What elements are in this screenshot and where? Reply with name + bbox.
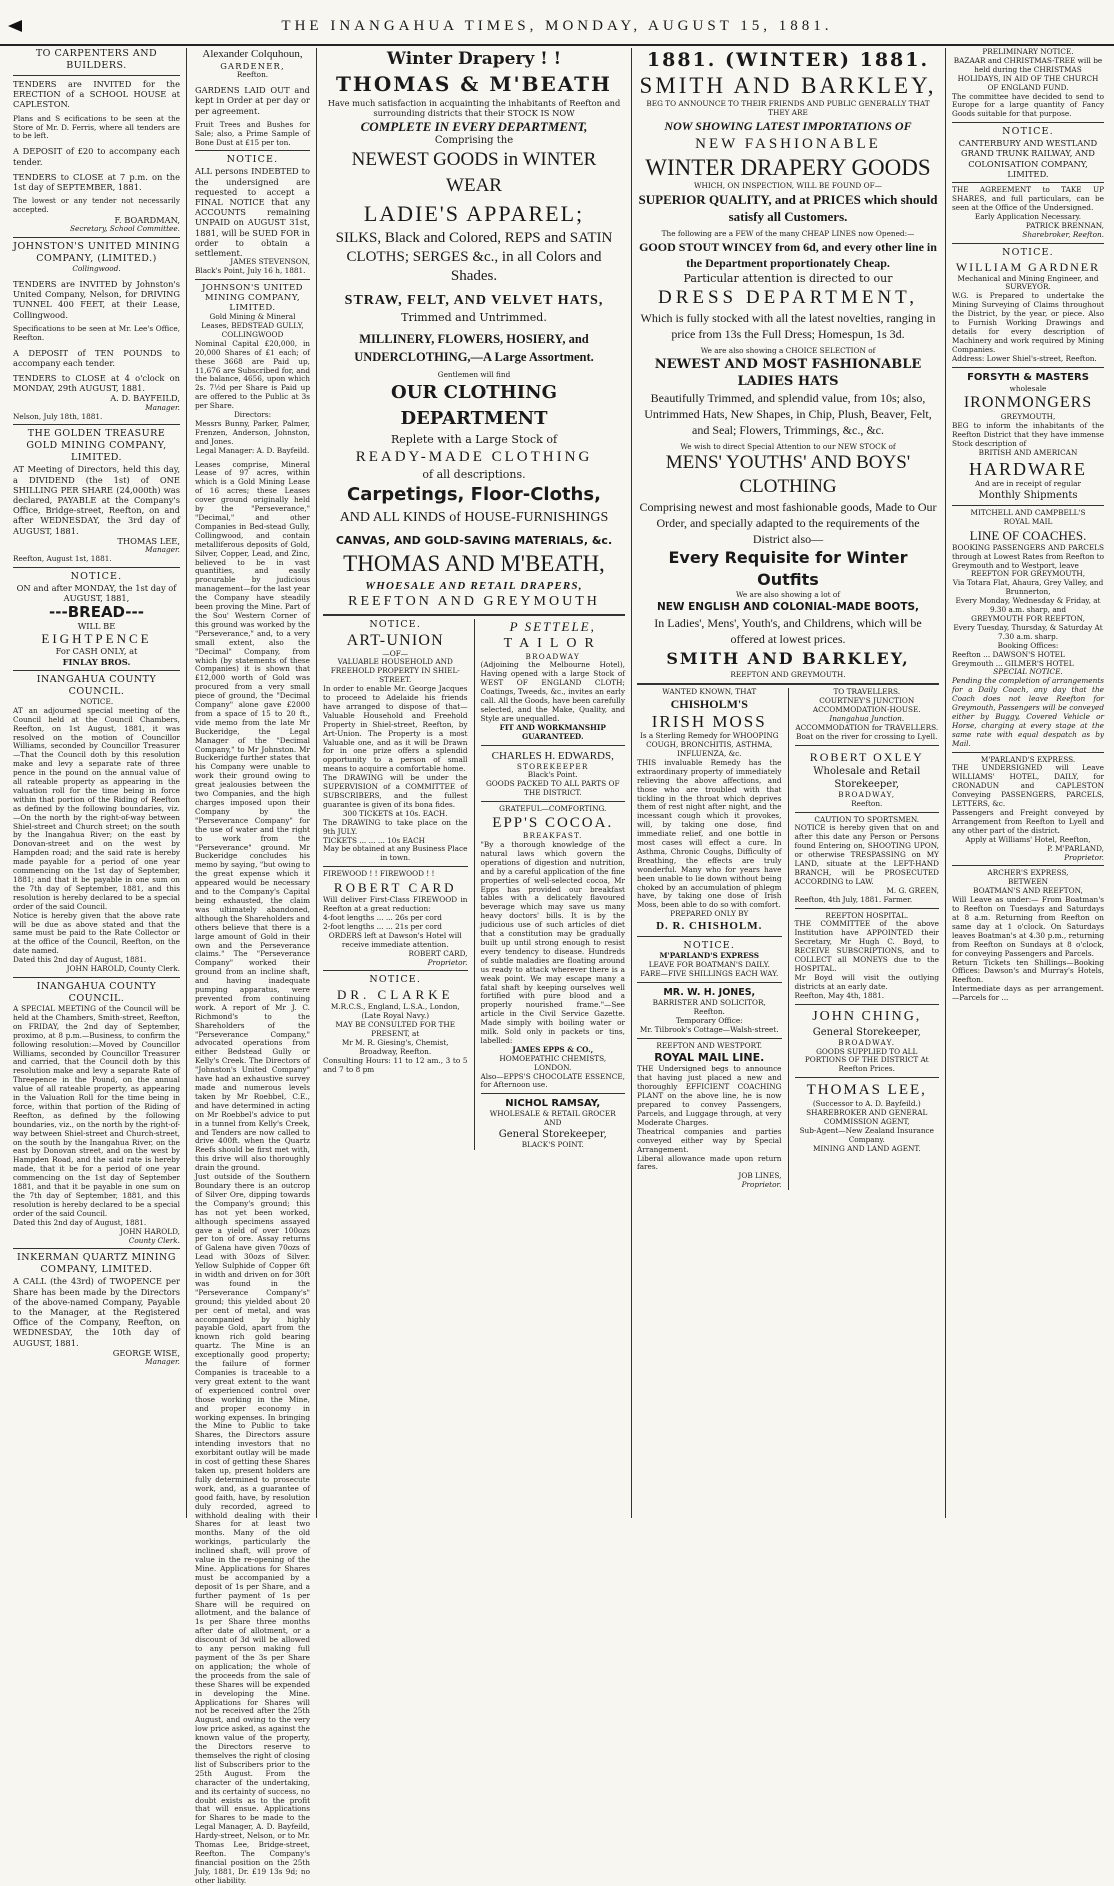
ad-body: BETWEEN: [1007, 877, 1049, 887]
ad-body: GREYMOUTH FOR REEFTON,: [971, 613, 1085, 623]
ad-heading: COMPLETE IN EVERY DEPARTMENT,: [360, 119, 588, 135]
ad-heading: LADIE'S APPAREL;: [363, 200, 585, 226]
ad-body: Greymouth ... GILMER'S HOTEL: [952, 658, 1074, 668]
ad-body: GREYMOUTH,: [1000, 412, 1056, 422]
ad-body: Return Tickets ten Shillings—Booking Offices: Dawson's and Murray's Hotels, Reefton.: [952, 957, 1104, 985]
ad-body: Trimmed and Untrimmed.: [401, 310, 547, 324]
column-3-right: [481, 619, 626, 1151]
ad-body: Notice is hereby given that the above rate will be due as above stated and that the same must be paid to the Rate Collector or at the office of the Council, Reefton, on the date named.: [13, 910, 180, 956]
ad-heading: D. R. CHISHOLM.: [656, 920, 763, 933]
signature-role: County Clerk.: [128, 1235, 180, 1245]
ad-heading: NEWEST GOODS in WINTER WEAR: [351, 148, 597, 196]
ad-body: SILKS, Black and Colored, REPS and SATIN CLOTHS; SERGES &c., in all Colors and Shades.: [335, 229, 613, 284]
column-2: [190, 48, 315, 1885]
ad-body: Will deliver First-Class FIREWOOD in Reefton at a great reduction:: [323, 895, 468, 914]
ad-heading: INANGAHUA COUNTY COUNCIL.: [36, 673, 157, 697]
ad-body: "By a thorough knowledge of the natural laws which govern the operations of digestion and nutrition, and by a careful application of the fine properties of well-selected cocoa, Mr Epps has provided our breakfast tables with a delicately flavoured beverage which may save us many heavy doctors' bills. It is by the judicious use of such articles of diet that a constitution may be gradually built up until strong enough to resist every tendency to disease. Hundreds of subtle maladies are floating around us ready to attack wherever there is a weak point. We may escape many a fatal shaft by keeping ourselves well fortified with pure blood and a properly nourished frame."—See article in the Civil Service Gazette. Made simply with boiling water or milk. Sold only in packets or tins, labelled:: [480, 840, 625, 1045]
ad-heading: NOTICE.: [1002, 126, 1054, 138]
signature: THOMAS LEE,: [117, 535, 180, 546]
ad-body: HOMOEPATHIC CHEMISTS, LONDON.: [499, 1053, 607, 1072]
ad-body: Intermediate days as per arrangement.—Parcels for ...: [952, 984, 1104, 1003]
signature: A. D. BAYFEILD,: [110, 393, 180, 404]
ad-date: Dated this 2nd day of August, 1881.: [13, 1217, 147, 1227]
ad-subheading: BROADWAY: [525, 651, 580, 661]
ad-body: Leases comprise, Mineral Lease of 97 acres, within which is a Gold Mining Lease of 16 acres; these Leases cover ground originally held by the "Perseverance," "Decimal," and other Companies in Bed-stead Gully, Collingwood, and contain metalliferous deposits of Gold, Silver, Copper, Lead, and Zinc, believed to be in vast quantities, and easily procurable by judicious management—for the last year the Company have steadily been proving the Mine. Part of the Sou' Western Corner of this ground was worked by the "Perseverance," and, to a very small extent, also the "Decimal" Company, from which (by statements of these Companies) it is shown that £12,000 worth of Gold was procured from a very small piece of ground, the "Decimal Company" alone gave £2000 from a space of 15 to 20 ft., vide memo from the late Mr Buckeridge, the Legal Manager of the "Decimal Company," to Mr Johnston. Mr Buckeridge further states that his Company were unable to work their ground owing to great jealousies between the two Companies, and the high charges imposed upon their Company by the "Perseverance Company" for the use of water and the right to work from the "Perseverance" ground. Mr Buckeridge concludes his memo by saying, "but owing to the great expense which it appeared would be necessary and to the Company's Capital being exhausted, the claim was ultimately abandoned, although the Shareholders and others believe that there is a large amount of Gold in their own and the Perseverance claims." The "Perseverance Company" worked their ground from an incline shaft, and having inadequate pumping apparatus, were prevented from continuing work. A report of Mr J. C. Richmond's to the Shareholders of the "Perseverance Company," advocated operations from either Bedstead Gully or Kelly's Creek. The Directors of "Johnston's United Company" have had an exhaustive survey made and numerous levels taken by Mr Roebbel, C.E., and have determined in acting on Mr Roebbel's advice to put in a tunnel from Kelly's Creek, and Tenders are now called to drive 400ft. when the Quartz Reefs should be first met with, this drive will also thoroughly drain the ground.: [195, 459, 310, 1173]
ad-body: BARRISTER AND SOLICITOR, Reefton.: [652, 997, 766, 1016]
ad-heading: Carpetings, Floor-Cloths,: [347, 483, 601, 505]
ad-body: LEAVE FOR BOATMAN'S DAILY.: [648, 960, 770, 970]
ad-body: Black's Point.: [527, 770, 578, 780]
ad-body: Reefton.: [851, 798, 883, 808]
column-rule: [186, 48, 187, 1518]
ad-heading: Alexander Colquhoun,: [202, 48, 303, 60]
ad-body: Consulting Hours: 11 to 12 am., 3 to 5 and 7 to 8 pm: [323, 1055, 468, 1074]
signature: JAMES STEVENSON,: [230, 257, 310, 267]
ad-body: THE Undersigned begs to announce that having just placed a new and thoroughly EFFICIENT COACHING PLANT on the above line, he is now prepared to convey Passengers, Parcels, and Luggage through, at very Moderate Charges.: [637, 1064, 782, 1127]
signature-role: Proprietor.: [427, 957, 468, 967]
ad-body: Via Totara Flat, Ahaura, Grey Valley, and Brunnerton,: [952, 578, 1104, 597]
ad-body: W.G. is Prepared to undertake the Mining Surveying of Claims throughout the District, by the year, or piece. Also to Furnish Working Drawings and details for every description of Machinery and work required by Mining Companies.: [952, 291, 1104, 354]
signature-role: Manager.: [145, 1357, 180, 1367]
ad-subheading: REEFTON HOSPITAL.: [825, 910, 909, 920]
ad-heading: READY-MADE CLOTHING: [355, 448, 593, 465]
ad-subheading: NOTICE.: [79, 696, 114, 706]
ad-heading: M'PARLAND'S EXPRESS: [659, 951, 760, 961]
ad-subheading: BREAKFAST.: [522, 831, 583, 841]
ad-subheading: TO TRAVELLERS.: [833, 687, 901, 697]
signature-role: Manager.: [145, 545, 180, 555]
ad-body: Beautifully Trimmed, and splendid value, from 10s; also, Untrimmed Hats, New Shapes, in Chip, Plush, Beaver, Felt, and Seal; Flowers, Trimmings, &c., &c.: [644, 390, 932, 437]
ad-heading: DRESS DEPARTMENT,: [657, 286, 919, 308]
ad-body: ORDERS left at Dawson's Hotel will receive immediate attention.: [328, 930, 462, 949]
ad-body: WILL BE: [77, 621, 116, 632]
ad-heading: JOHN CHING,: [812, 1008, 922, 1024]
ad-body: Which is fully stocked with all the latest novelties, ranging in price from 13s the Full Dress; Homespun, 1s 3d.: [640, 310, 936, 341]
ad-body: Is a Sterling Remedy for WHOOPING COUGH, BRONCHITIS, ASTHMA, INFLUENZA, &c.: [639, 731, 779, 758]
ad-date: Black's Point, July 16 h, 1881.: [195, 266, 306, 276]
signature-role: Proprietor.: [741, 1180, 782, 1190]
ad-body: REEFTON FOR GREYMOUTH,: [970, 569, 1086, 579]
ad-subheading: WHOESALE AND RETAIL DRAPERS,: [365, 579, 583, 592]
ad-body: Particular attention is directed to our: [683, 271, 893, 285]
ad-body: A SPECIAL MEETING of the Council will be held at the Chambers, Smith-street, Reefton, on FRIDAY, the 2nd day of September, proximo, at 8 p.m.—Business, to confirm the following resolution:—Moved by Councillor Williams, seconded by Councillor Treasurer and carried, that the Council doth by this resolution make and levy a separate Rate of Threepence in the Pound, on the annual value of all rateable property, as appearing in the Valuation Roll for the time being in force, within that portion of the Riding of Reefton, as defined by the following boundaries, viz., on the north by the right-of-way between Shiel-street and Church-street, on the south by the Inangahua River, on the east by Donovan street, and on the west by Hampden Road, and the said rate is hereby made, that it be for a period of one year commencing on the 1st day of September 1881, and that it be payable in one sum on the 7th day of September, 1881, and this resolution is hereby declared to be a special order of the said Council.: [13, 1003, 180, 1218]
signature: M. G. GREEN,: [886, 885, 939, 895]
ad-heading: THE GOLDEN TREASURE GOLD MINING COMPANY, LIMITED.: [26, 428, 167, 464]
ad-subheading: Gold Mining & Mineral Leases, BEDSTEAD GULLY, COLLINGWOOD: [201, 312, 304, 339]
ad-body: Pending the completion of arrangements for a Daily Coach, any day that the Coach does not leave Reefton for Greymouth, Passengers will be conveyed either by Buggy, Covered Vehicle or Horse, charging at every stage at the same rate with equal despatch as by Mail.: [952, 676, 1104, 748]
ad-subheading: SPECIAL NOTICE.: [993, 667, 1063, 677]
ad-body: TENDERS to CLOSE at 4 o'clock on MONDAY, 29th AUGUST, 1881.: [13, 373, 180, 394]
ad-body: Wholesale and Retail Storekeeper,: [813, 765, 921, 790]
ad-body: The DRAWING to take place on the 9th JULY.: [323, 817, 468, 836]
ad-heading: LINE OF COACHES.: [969, 527, 1087, 543]
ad-body: Booking Offices:: [997, 640, 1059, 650]
ad-heading: STRAW, FELT, AND VELVET HATS,: [344, 292, 604, 308]
signature: JOHN HAROLD,: [120, 1226, 180, 1236]
ad-heading: JOHNSTON'S UNITED MINING COMPANY, (LIMITED.): [13, 241, 180, 265]
ad-date: Reefton, May 4th, 1881.: [794, 990, 885, 1000]
ad-heading: Winter Drapery ! !: [386, 49, 562, 69]
ad-body: —OF—: [382, 648, 409, 658]
ad-heading: WINTER DRAPERY GOODS: [645, 154, 931, 180]
ad-body: (Successor to A. D. Bayfeild.): [812, 1099, 921, 1109]
ad-body: A CALL (the 43rd) of TWOPENCE per Share has been made by the Directors of the above-named Company, Payable to the Manager, at the Registered Office of the Company, Reefton, on WEDNESDAY, the 10th day of AUGUST, 1881.: [13, 1276, 180, 1348]
ad-body: Temporary Office:: [675, 1015, 743, 1025]
ad-heading: HARDWARE: [969, 459, 1087, 479]
ad-body: Specifications to be seen at Mr. Lee's Office, Reefton.: [13, 323, 180, 342]
ad-body: Sub-Agent—New Zealand Insurance Company.: [799, 1125, 934, 1144]
signature: P. M'PARLAND,: [1047, 843, 1104, 853]
ad-body: SHAREBROKER AND GENERAL COMMISSION AGENT,: [806, 1108, 928, 1127]
ad-body: Legal Manager: A. D. Bayfeild.: [195, 445, 310, 455]
ad-body: A DEPOSIT of TEN POUNDS to accompany each tender.: [13, 347, 180, 368]
ad-date: Reefton, 4th July, 1881. Farmer.: [794, 894, 913, 904]
ad-body: And are in receipt of regular: [974, 479, 1082, 488]
ad-body: Comprising newest and most fashionable goods, Made to Our Order, and specially adapted to the requirements of the District also—: [639, 500, 937, 547]
ad-body: BEG TO ANNOUNCE TO THEIR FRIENDS AND PUBLIC GENERALLY THAT THEY ARE: [646, 99, 930, 117]
signature: F. BOARDMAN,: [114, 214, 180, 225]
column-4-right: [795, 688, 940, 1190]
ad-body: Every Tuesday, Thursday, & Saturday At 7.30 a.m. sharp.: [953, 622, 1103, 641]
ad-heading: NOTICE.: [683, 940, 736, 952]
ad-body: Boat on the river for crossing to Lyell.: [796, 731, 938, 741]
ad-body: GOODS SUPPLIED TO ALL PORTIONS OF THE DISTRICT At Reefton Prices.: [804, 1046, 929, 1074]
firm-heading: SMITH AND BARKLEY,: [639, 73, 937, 98]
ad-date: Nelson, July 18th, 1881.: [13, 411, 103, 421]
ad-place: Reefton.: [236, 70, 269, 80]
bread-heading: ---BREAD---: [49, 603, 144, 622]
ad-body: The following are a FEW of the many CHEAP LINES now Opened:—: [661, 228, 915, 238]
firm-heading: THOMAS & M'BEATH: [336, 72, 612, 96]
ad-body: AT Meeting of Directors, held this day, a DIVIDEND (the 1st) of ONE SHILLING PER SHARE (24,000th) was declared, PAYABLE at the Company's Office, Bridge-street, Reefton, on and after WEDNESDAY, the 3rd day of AUGUST, 1881.: [13, 464, 180, 536]
ad-body: TICKETS ... ... ... 10s EACH: [323, 835, 426, 845]
ad-heading: NEWEST AND MOST FASHIONABLE LADIES HATS: [654, 356, 922, 389]
ad-subheading: CAUTION TO SPORTSMEN.: [814, 814, 920, 824]
ad-body: TENDERS are INVITED by Johnston's United Company, Nelson, for DRIVING TUNNEL 400 FEET, at their Lease, Collingwood.: [13, 278, 180, 320]
ad-body: PREPARED ONLY BY: [670, 909, 749, 919]
signature-role: Proprietor.: [1064, 852, 1104, 862]
ad-subheading: MITCHELL AND CAMPBELL'S: [970, 507, 1086, 517]
ad-heading: Every Requisite for Winter Outfits: [668, 548, 908, 590]
column-4: [632, 48, 944, 1518]
ad-body: Passengers and Freight conveyed by Arrangement from Reefton to Lyell and any other part of the district.: [952, 808, 1104, 835]
ad-heading: IRISH MOSS: [651, 712, 767, 732]
ad-body: General Storekeeper,: [812, 1026, 921, 1038]
ad-heading: NOW SHOWING LATEST IMPORTATIONS OF: [664, 118, 912, 133]
ad-heading: FORSYTH & MASTERS: [967, 371, 1089, 383]
ad-heading: NOTICE.: [369, 618, 422, 630]
ad-body: Reefton ... DAWSON'S HOTEL: [952, 649, 1065, 659]
masthead: [0, 0, 1114, 46]
ad-subheading: Directors:: [233, 410, 272, 420]
ad-body: Mr. Tilbrook's Cottage—Walsh-street.: [639, 1024, 779, 1034]
column-3: [318, 48, 630, 1518]
ad-heading: P SETTELE,: [509, 618, 596, 634]
ad-heading: TAILOR: [503, 635, 602, 651]
column-4-left: [637, 688, 782, 1190]
column-5: [947, 48, 1109, 1518]
ad-body: Apply at Williams' Hotel, Reefton,: [965, 834, 1091, 844]
ad-heading: NEW ENGLISH AND COLONIAL-MADE BOOTS,: [656, 601, 920, 614]
ad-body: BOATMAN'S AND REEFTON,: [973, 886, 1083, 896]
ad-body: Every Monday, Wednesday & Friday, at 9.30 a.m. sharp, and: [955, 596, 1101, 615]
ad-heading: THOMAS LEE,: [806, 1082, 927, 1099]
ad-body: Also—EPPS'S CHOCOLATE ESSENCE, for Afternoon use.: [480, 1071, 625, 1090]
ad-body: Nominal Capital £20,000, in 20,000 Shares of £1 each; of these 3668 are Paid up, 11,676 are Subscribed for, and the balance, 4656, upon which 2s. 7½d per Share is Paid up are offered to the Public at 3s per Share.: [195, 338, 310, 411]
firm-heading: THOMAS AND M'BEATH,: [343, 550, 605, 576]
ad-body: We are also showing a lot of: [735, 590, 840, 600]
ad-body: AND: [543, 1118, 562, 1128]
ad-heading: ART-UNION: [346, 631, 444, 649]
ad-body: BEG to inform the inhabitants of the Reefton District that they have immense Stock description of: [952, 421, 1104, 449]
ad-body: Theatrical companies and parties conveyed either way by Special Arrangement.: [637, 1126, 782, 1154]
ad-heading: CHISHOLM'S: [670, 697, 748, 712]
firm-heading: SMITH AND BARKLEY,: [666, 649, 910, 669]
ad-body: VALUABLE HOUSEHOLD AND FREEHOLD PROPERTY IN SHIEL-STREET.: [330, 657, 460, 685]
ad-body: General Storekeeper,: [498, 1129, 607, 1141]
ad-body: SUPERIOR QUALITY, and at PRICES which should satisfy all Customers.: [638, 191, 938, 224]
ad-body: BLACK'S POINT.: [521, 1140, 584, 1150]
ad-body: Plans and S ecifications to be seen at the Store of Mr. D. Ferris, where all tenders are to be left.: [13, 113, 180, 141]
ad-subheading: REEFTON AND WESTPORT.: [656, 1040, 763, 1050]
ad-body: The lowest or any tender not necessarily accepted.: [13, 196, 180, 215]
ad-body: 4-foot lengths ... ... 26s per cord: [323, 912, 442, 922]
ad-body: MILLINERY, FLOWERS, HOSIERY, and UNDERCLOTHING,—A Large Assortment.: [354, 331, 594, 364]
ad-heading: OUR CLOTHING DEPARTMENT: [391, 381, 557, 429]
ad-body: BAZAAR and CHRISTMAS-TREE will be held during the CHRISTMAS HOLIDAYS, IN AID OF THE CHURCH OF ENGLAND FUND.: [953, 55, 1103, 92]
signature-role: Sharebroker, Reefton.: [1022, 229, 1104, 239]
ad-date: Reefton, August 1st, 1881.: [13, 553, 112, 563]
ad-subheading: REEFTON AND GREYMOUTH: [348, 593, 600, 609]
ad-body: Gentlemen will find: [437, 369, 511, 379]
ad-subheading: REEFTON AND GREYMOUTH.: [730, 670, 846, 680]
ad-heading: DR. CLARKE: [336, 987, 454, 1003]
ad-body: JAMES EPPS & CO.,: [512, 1044, 594, 1054]
ad-body: We are also showing a CHOICE SELECTION of: [700, 345, 876, 355]
column-rule: [316, 48, 317, 1518]
ad-heading: NEW FASHIONABLE: [695, 135, 881, 152]
ad-body: GARDENS LAID OUT and kept in Order at per day or per agreement.: [195, 85, 310, 116]
ad-body: 2-foot lengths ... ... 21s per cord: [323, 921, 442, 931]
ad-body: In order to enable Mr. George Jacques to proceed to Adelaide his friends have arranged to dispose of that— Valuable Household and Freehold Property in Shiel-street, Reefton, by Art-Union. The Property is a most Valuable one, and as it will be Drawn for in one prize offers a splendid opportunity to a person of small means to acquire a comfortable home.: [323, 684, 468, 774]
signature-role: Secretary, School Committee.: [70, 224, 180, 234]
ad-body: WHICH, ON INSPECTION, WILL BE FOUND OF—: [694, 180, 882, 190]
ad-body: We wish to direct Special Attention to our NEW STOCK of: [680, 441, 896, 451]
ad-heading: TO CARPENTERS AND BUILDERS.: [35, 48, 158, 71]
ad-body: THIS invaluable Remedy has the extraordinary property of immediately relieving the above affections, and those who are troubled with that tickling in the throat which deprives them of rest night after night, and the incessant cough which it provokes, will, by taking one dose, find immediate relief, and one bottle in most cases will effect a cure. In Asthma, Chronic Coughs, Difficulty of Breathing, the effects are truly wonderful. Many who for years have been unable to lie down without being choked by an accumulation of phlegm have, by taking one dose of Irish Moss, been able to do so with comfort.: [637, 757, 782, 910]
ad-heading: MR. W. H. JONES,: [663, 986, 756, 998]
ad-heading: NICHOL RAMSAY,: [505, 1098, 601, 1110]
ad-body: BROADWAY,: [838, 789, 896, 799]
ad-body: Address: Lower Shiel's-street, Reefton.: [952, 353, 1097, 363]
ad-body: GOODS PACKED TO ALL PARTS OF THE DISTRICT.: [485, 779, 620, 798]
ad-subheading: ROYAL MAIL: [1003, 516, 1053, 526]
signature-role: Manager.: [145, 402, 180, 412]
ad-body: Will Leave as under:— From Boatman's to Reefton on Tuesdays and Saturdays at 8 a.m. Returning from Reefton on same day at 1 o'clock. On Saturdays leaves Boatman's at 4.30 p.m., returning from Reefton on Sundays at 8 o'clock, for conveying Passengers and Parcels.: [952, 895, 1104, 958]
ad-heading: JOHNSON'S UNITED MINING COMPANY, LIMITED.: [202, 283, 303, 314]
ad-heading: CANVAS, AND GOLD-SAVING MATERIALS, &c.: [335, 533, 613, 547]
ad-body: In Ladies', Mens', Youth's, and Childrens, which will be offered at lowest prices.: [654, 616, 922, 647]
signature: JOHN HAROLD, County Clerk.: [66, 964, 180, 974]
ad-body: M.R.C.S., England, L.S.A., London, (Late Royal Navy.): [330, 1002, 460, 1021]
ad-body: wholesale: [1009, 383, 1047, 393]
ad-body: THE UNDERSIGNED will Leave WILLIAMS' HOTEL, DAILY, for CRONADUN and CAPLESTON Conveying PASSENGERS, PARCELS, LETTERS, &c.: [952, 763, 1104, 809]
ad-body: AT an adjourned special meeting of the Council held at the Council Chambers, Reefton, on 1st August, 1881, it was resolved on the motion of Councillor Williams, seconded by Councillor Treasurer—That the Council doth by this resolution make and levy a separate rate of three pence in the pound on the annual value of all rateable property as appearing in the valuation roll for the time being in force within that portion of the Riding of Reefton as defined by the following boundaries, viz.—On the north by the right-of-way between Shiel-street and Church street; on the south by the Inangahua River; on the east by Donovan-street and on the west by Hampden road; and the said rate is hereby made payable for a period of one year commencing on the 1st day of September, 1881; and that it be payable in one sum on the 7th day of September, 1881, and this resolution is hereby declared to be a special order of the said Council.: [13, 705, 180, 911]
ad-body: WHOLESALE & RETAIL GROCER: [489, 1109, 616, 1119]
ad-body: TENDERS to CLOSE at 7 p.m. on the 1st day of SEPTEMBER, 1881.: [13, 171, 180, 192]
ad-heading: M'PARLAND'S EXPRESS.: [980, 754, 1076, 764]
ad-body: ALL persons INDEBTED to the undersigned are requested to accept a FINAL NOTICE that any ACCOUNTS remaining UNPAID on AUGUST 31st, 1881, will be SUED FOR in order to obtain a settlement.: [195, 166, 310, 259]
ad-body: Fruit Trees and Bushes for Sale; also, a Prime Sample of Bone Dust at £15 per ton.: [195, 119, 310, 147]
ad-body: A DEPOSIT of £20 to accompany each tender.: [13, 146, 180, 167]
column-3-left: [323, 619, 468, 1151]
ad-body: 300 TICKETS at 10s. EACH.: [342, 808, 448, 818]
ad-body: Liberal allowance made upon return fares.: [637, 1153, 782, 1172]
ad-body: Have much satisfaction in acquainting the inhabitants of Reefton and surrounding districts that their STOCK IS NOW: [327, 98, 621, 119]
ad-heading: COURTNEY'S JUNCTION ACCOMMODATION-HOUSE.: [812, 696, 921, 715]
inner-rule: [474, 619, 475, 1151]
ad-body: Mr M. R. Giesing's, Chemist, Broadway, Reefton.: [341, 1038, 449, 1056]
ad-heading: NOTICE.: [1002, 246, 1054, 258]
ad-heading: ARCHER'S EXPRESS,: [987, 868, 1069, 878]
ad-body: Mechanical and Mining Engineer, and SURVEYOR.: [957, 273, 1099, 292]
ad-body: Monthly Shipments: [978, 489, 1078, 501]
ad-heading: INANGAHUA COUNTY COUNCIL.: [36, 980, 157, 1004]
ad-heading: AND ALL KINDS of HOUSE-FURNISHINGS: [339, 509, 609, 525]
ad-subheading: GRATEFUL—COMFORTING.: [499, 804, 607, 814]
ad-heading: ROBERT CARD: [333, 880, 457, 896]
ad-body: FINLAY BROS.: [62, 656, 131, 667]
ad-body: Messrs Bunny, Parker, Palmer, Frenzen, Anderson, Johnston, and Jones.: [195, 418, 310, 446]
ad-subheading: STOREKEEPER: [516, 761, 589, 771]
signature: PATRICK BRENNAN,: [1025, 220, 1104, 230]
ad-body: FARE—FIVE SHILLINGS EACH WAY.: [640, 969, 779, 978]
price-heading: EIGHTPENCE: [41, 631, 152, 647]
ad-subheading: WANTED KNOWN, THAT: [662, 687, 757, 697]
ad-body: CANTERBURY AND WESTLAND GRAND TRUNK RAILWAY, AND COLONISATION COMPANY, LIMITED.: [958, 138, 1098, 179]
ad-body: Comprising the: [434, 135, 514, 147]
ad-body: The DRAWING will be under the SUPERVISION of a COMMITTEE of SUBSCRIBERS, and the fullest guarantee is given of its bona fides.: [323, 773, 468, 809]
ad-body: ACCOMMODATION for TRAVELLERS.: [795, 722, 939, 732]
ad-body: THE AGREEMENT to TAKE UP SHARES, and full particulars, can be seen at the Office of the Undersigned.: [952, 185, 1104, 212]
ad-body: GOOD STOUT WINCEY from 6d, and every other line in the Department proportionately Cheap.: [639, 239, 937, 270]
ad-body: Inangahua Junction.: [829, 713, 905, 723]
newspaper-title: THE INANGAHUA TIMES, MONDAY, AUGUST 15, 1881.: [281, 18, 833, 34]
ad-body: BOOKING PASSENGERS AND PARCELS through at Lowest Rates from Reefton to Greymouth and to Westport, leave: [952, 542, 1104, 570]
ad-heading: FIREWOOD ! ! FIREWOOD ! !: [323, 869, 435, 879]
ad-heading: NOTICE.: [70, 570, 123, 582]
ad-heading: CHARLES H. EDWARDS,: [491, 749, 614, 762]
ad-body: (Adjoining the Melbourne Hotel), Having opened with a large Stock of WEST OF ENGLAND CLOTH; Coatings, Tweeds, &c., invites an early call. All the Goods, have been carefully selected, and the Make, Quality, and Style are unequalled.: [480, 660, 626, 723]
ad-heading: ROBERT OXLEY: [809, 749, 924, 764]
signature: ROBERT CARD,: [408, 948, 468, 958]
ad-body: BRITISH AND AMERICAN: [978, 448, 1078, 458]
ad-heading: WILLIAM GARDNER: [955, 259, 1101, 274]
ad-body: May be obtained at any Business Place in town.: [323, 844, 468, 863]
ad-heading: ROYAL MAIL LINE.: [654, 1051, 765, 1065]
ad-body: Mr Boyd will visit the outlying districts at an early date.: [794, 972, 939, 991]
ad-body: ON and after MONDAY, the 1st day of AUGUST, 1881,: [16, 582, 177, 604]
signature: JOB LINES,: [738, 1171, 782, 1181]
ad-body: The committee have decided to send to Europe for a large quantity of Fancy Goods suitable for that purpose.: [952, 91, 1104, 119]
ad-place: Collingwood.: [72, 264, 121, 274]
ad-body: For CASH ONLY, at: [55, 646, 138, 657]
ad-body: Replete with a Large Stock of: [390, 432, 558, 446]
ad-body: MINING AND LAND AGENT.: [812, 1143, 921, 1153]
ad-heading: NOTICE.: [226, 154, 279, 166]
column-rule: [945, 48, 946, 1518]
ad-heading: MENS' YOUTHS' AND BOYS' CLOTHING: [665, 452, 911, 498]
signature: GEORGE WISE,: [112, 1347, 180, 1358]
ad-body: Just outside of the Southern Boundary there is an outcrop of Silver Ore, dipping towards the Company's ground; this has not yet been worked, although specimens assayed gave a yield of over 100ozs per ton of ore. Assay returns of Galena have given 70ozs of Lead with 30ozs of Silver. Yellow Sulphide of Copper 6ft in width and driven on for 30ft was found in the "Perseverance Company's" ground; this yielded about 20 per cent of metal, and was accompanied by highly payable Gold, apart from the known rich gold bearing quartz. The Mine is an exceptionally good property; the failure of former Companies is traceable to a very great extent to the want of experienced control over those working in the Mine, and proper economy in working expenses. In bringing the Mine to Public to take Shares, the Directors assure intending investors that no exorbitant outlay will be made in cost of getting these Shares taken up, present holders are fully determined to prosecute work, and, as a guarantee of good faith, have, by resolution duly recorded, agreed to withhold dealing with their Shares for at least two months. Many of the old workings, particularly the inclined shaft, will prove of value in the re-opening of the Mine. Applications for Shares must be accompanied by a deposit of 1s per Share, and a further payment of 1s per Share will be required on allotment, and the balance of 1s per Share three months after date of allotment, or a discount of 3d will be allowed to any person making full payment of the 3s per Share on application; the whole of the proceeds from the sale of these Shares will be expended in developing the Mine. Applications for Shares will not be received after the 25th August, and owing to the very low price asked, as against the known value of the property, the Directors reserve to themselves the right of closing list of Subscribers prior to the 25th August. From the character of the undertaking, and its certainty of success, no doubt exists as to the profit that will ensue. Applications for Shares to be made to the Legal Manager, A. D. Bayfeild, Hardy-street, Nelson, or to Mr. Thomas Lee, Bridge-street, Reefton. The Company's financial position on the 25th July, 1881, Dr. £19 13s 9d; no other liability.: [195, 1172, 310, 1885]
ad-date: Dated this 2nd day of August, 1881.: [13, 955, 147, 965]
ad-body: TENDERS are INVITED for the ERECTION of a SCHOOL HOUSE at CAPLESTON.: [13, 79, 180, 110]
ad-heading: IRONMONGERS: [963, 394, 1093, 412]
ad-body: BROADWAY.: [838, 1037, 896, 1047]
ad-heading: PRELIMINARY NOTICE.: [982, 47, 1074, 56]
ad-subheading: GARDENER,: [220, 61, 285, 71]
ad-body: of all descriptions.: [422, 467, 526, 481]
ad-body: FIT AND WORKMANSHIP GUARANTEED.: [499, 722, 606, 741]
ad-body: MAY BE CONSULTED FOR THE PRESENT, at: [335, 1020, 456, 1039]
ad-body: THE COMMITTEE of the above Institution have APPOINTED their Secretary, Mr Hugh C. Boyd, to RECEIVE SUBSCRIPTIONS, and to COLLECT all MONEYS due to the HOSPITAL.: [794, 919, 939, 973]
ad-heading: NOTICE.: [369, 974, 422, 986]
ad-heading: EPP'S COCOA.: [492, 815, 614, 832]
ad-body: Early Application Necessary.: [974, 211, 1082, 221]
inner-rule: [788, 688, 789, 1190]
ad-heading: INKERMAN QUARTZ MINING COMPANY, LIMITED.: [17, 1252, 176, 1276]
ad-heading: 1881. (WINTER) 1881.: [646, 49, 930, 71]
column-1: [8, 48, 185, 1518]
ad-body: NOTICE is hereby given that on and after this date any Person or Persons found Entering on, SHOOTING UPON, or otherwise TRESPASSING on MY LAND, situate at the LEFT-HAND BRANCH, will be PROSECUTED ACCORDING to LAW.: [794, 823, 939, 886]
